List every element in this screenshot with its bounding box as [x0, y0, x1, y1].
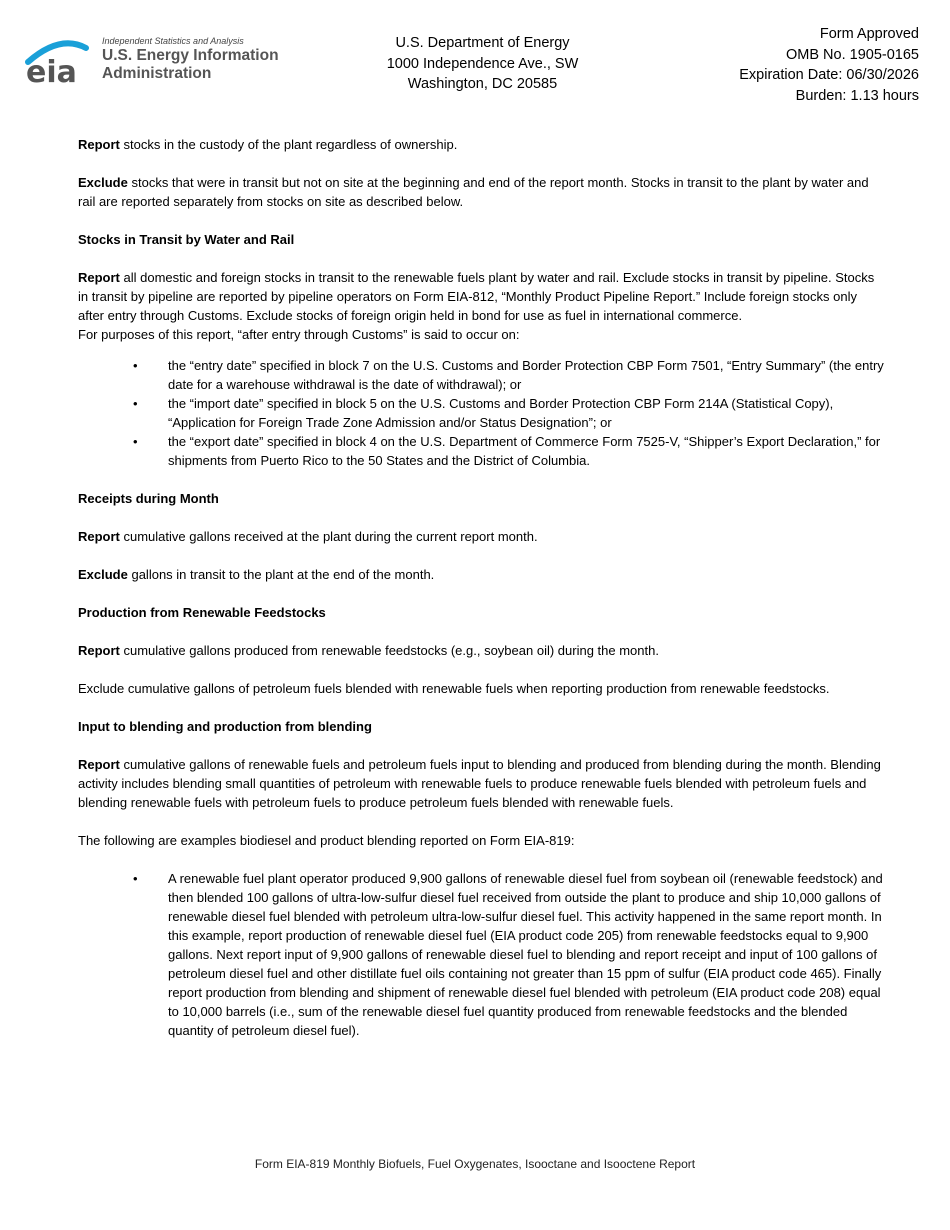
heading-stocks-in-transit: Stocks in Transit by Water and Rail: [78, 232, 295, 247]
department-city: Washington, DC 20585: [407, 76, 558, 92]
heading-blending: Input to blending and production from blending: [78, 719, 372, 734]
list-item-text: the “import date” specified in block 5 on the U.S. Customs and Border Protection CBP Form 214A (Statistical Copy), “Application for Foreign Trade Zone Admission and/or Status Designation”; or: [168, 396, 834, 430]
form-approved: Form Approved: [819, 26, 919, 42]
paragraph-exclude-receipts: [78, 565, 886, 584]
paragraph-text: gallons in transit to the plant at the end of the month.: [127, 567, 435, 582]
blending-example-list: [78, 869, 886, 1040]
eia-logo-text: [102, 36, 279, 83]
paragraph-report-production: [78, 641, 886, 660]
paragraph-text: stocks that were in transit but not on site at the beginning and end of the report month. Stocks in transit to the plant by water and rail are reported separately from stocks on site as described below.: [78, 175, 869, 209]
list-item: [78, 394, 886, 432]
list-item: [78, 432, 886, 470]
logo-tagline: Independent Statistics and Analysis: [102, 36, 244, 46]
burden-hours: Burden: 1.13 hours: [795, 87, 919, 104]
keyword-report: Report: [78, 643, 120, 658]
keyword-report: Report: [78, 270, 120, 285]
customs-date-list: [78, 356, 886, 470]
heading-receipts: Receipts during Month: [78, 491, 219, 506]
paragraph-report-transit: [78, 268, 886, 325]
list-item-text: the “entry date” specified in block 7 on the U.S. Customs and Border Protection CBP Form 7501, “Entry Summary” (the entry date for a warehouse withdrawal is the date of withdrawal); or: [168, 358, 884, 392]
page-footer: Form EIA-819 Monthly Biofuels, Fuel Oxygenates, Isooctane and Isooctene Report: [254, 1157, 696, 1171]
paragraph-exclude-petroleum: Exclude cumulative gallons of petroleum fuels blended with renewable fuels when reporting production from renewable feedstocks.: [78, 681, 830, 696]
keyword-exclude: Exclude: [78, 567, 128, 582]
bullet-marker: •: [133, 396, 138, 411]
bullet-marker: •: [133, 358, 138, 373]
paragraph-exclude-transit: [78, 173, 886, 211]
list-item-text: the “export date” specified in block 4 on the U.S. Department of Commerce Form 7525-V, “Shipper’s Export Declaration,” for shipments from Puerto Rico to the 50 States and the District of Columbia.: [168, 434, 881, 468]
paragraph-customs-intro: For purposes of this report, “after entry through Customs” is said to occur on:: [78, 327, 520, 342]
paragraph-text: cumulative gallons received at the plant during the current report month.: [119, 529, 538, 544]
paragraph-text: stocks in the custody of the plant regardless of ownership.: [119, 137, 458, 152]
bullet-marker: •: [133, 434, 138, 449]
department-address: [370, 33, 595, 95]
eia-logo-mark: [24, 36, 104, 88]
department-street: 1000 Independence Ave., SW: [386, 55, 579, 72]
logo-mark-text: eia: [26, 55, 77, 88]
keyword-exclude: Exclude: [78, 175, 128, 190]
logo-name-line1: U.S. Energy Information: [102, 47, 279, 64]
paragraph-report-custody: [78, 135, 886, 154]
expiration-date: Expiration Date: 06/30/2026: [739, 67, 919, 83]
keyword-report: Report: [78, 757, 120, 772]
list-item: [78, 869, 886, 1040]
heading-production: Production from Renewable Feedstocks: [78, 605, 326, 620]
bullet-marker: •: [133, 871, 138, 886]
keyword-report: Report: [78, 137, 120, 152]
paragraph-report-blending: [78, 755, 886, 812]
keyword-report: Report: [78, 529, 120, 544]
paragraph-examples-intro: The following are examples biodiesel and product blending reported on Form EIA-819:: [78, 833, 575, 848]
form-approval-block: [739, 24, 919, 106]
paragraph-text: cumulative gallons of renewable fuels and petroleum fuels input to blending and produced from blending during the month. Blending activity includes blending small quantities of petroleum with renewable fuels to produce renewable fuels blended with petroleum fuels and blending renewable fuels with petroleum fuels to produce petroleum fuels blended with renewable fuels.: [78, 757, 881, 810]
logo-name-line2: Administration: [102, 65, 212, 82]
department-name: U.S. Department of Energy: [395, 35, 570, 51]
omb-number: OMB No. 1905-0165: [786, 46, 919, 63]
paragraph-report-receipts: [78, 527, 886, 546]
list-item: [78, 356, 886, 394]
instructions-body: [78, 135, 886, 1059]
paragraph-text: all domestic and foreign stocks in transit to the renewable fuels plant by water and rail. Exclude stocks in transit by pipeline. Stocks in transit by pipeline are reported by pipeline operators on Form EIA-812, “Monthly Product Pipeline Report.” Include foreign stocks only after entry through Customs. Exclude stocks of foreign origin held in bond for use as fuel in international commerce.: [78, 270, 875, 323]
paragraph-text: cumulative gallons produced from renewable feedstocks (e.g., soybean oil) during the month.: [119, 643, 659, 658]
list-item-text: A renewable fuel plant operator produced 9,900 gallons of renewable diesel fuel from soybean oil (renewable feedstock) and then blended 100 gallons of ultra-low-sulfur diesel fuel received from outside the plant to produce and ship 10,000 gallons of renewable diesel fuel blended with petroleum ultra-low-sulfur diesel fuel. This activity happened in the same report month. In this example, report production of renewable diesel fuel (EIA product code 205) from renewable feedstocks equal to 9,900 gallons. Next report input of 9,900 gallons of renewable diesel fuel to blending and report receipt and input of 100 gallons of petroleum diesel fuel and other distillate fuel oils containing not greater than 15 ppm of sulfur (EIA product code 465). Finally report production from blending and shipment of renewable diesel fuel blended with petroleum (EIA product code 208) equal to 10,000 barrels (i.e., sum of the renewable diesel fuel quantity produced from renewable feedstocks and the blended quantity of petroleum diesel fuel).: [168, 871, 883, 1038]
